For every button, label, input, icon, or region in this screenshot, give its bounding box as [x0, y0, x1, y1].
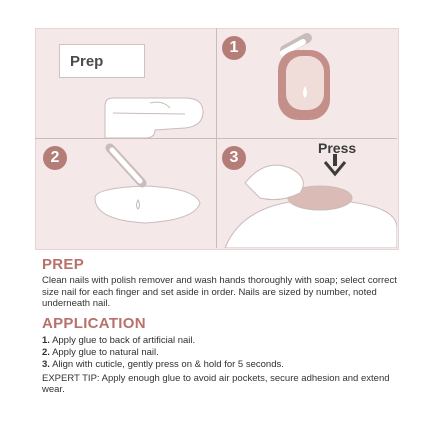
instructions-text — [42, 256, 397, 396]
list-item: 3. Align with cuticle, gently press on & hold for 5 seconds. — [42, 358, 284, 370]
application-steps — [42, 335, 397, 371]
list-item: 1. Apply glue to back of artificial nail. — [42, 334, 196, 346]
press-arrow-icon — [325, 154, 345, 174]
finger-glue-illustration — [95, 148, 200, 223]
nail-glue-illustration — [278, 38, 330, 120]
expert-tip: EXPERT TIP: Apply enough glue to avoid air pockets, secure adhesion and extend wear. — [42, 372, 390, 395]
prep-panel-label: Prep — [59, 44, 145, 78]
step-2-badge: 2 — [43, 146, 67, 170]
panel-divider-horizontal — [35, 138, 397, 139]
step-3-badge: 3 — [222, 146, 246, 170]
application-heading: APPLICATION — [42, 314, 146, 332]
prep-heading: PREP — [42, 256, 85, 273]
prep-body: Clean nails with polish remover and wash hands thoroughly with soap; select correct size nail for each finger and set aside in order. Nails are sized by number, noted underneath nail. — [42, 275, 397, 309]
press-label: Press — [318, 140, 357, 156]
prep-illustration — [105, 98, 203, 138]
press-nail-illustration — [225, 165, 397, 248]
step-1-badge: 1 — [222, 36, 246, 60]
list-item: 2. Apply glue to natural nail. — [42, 346, 159, 358]
